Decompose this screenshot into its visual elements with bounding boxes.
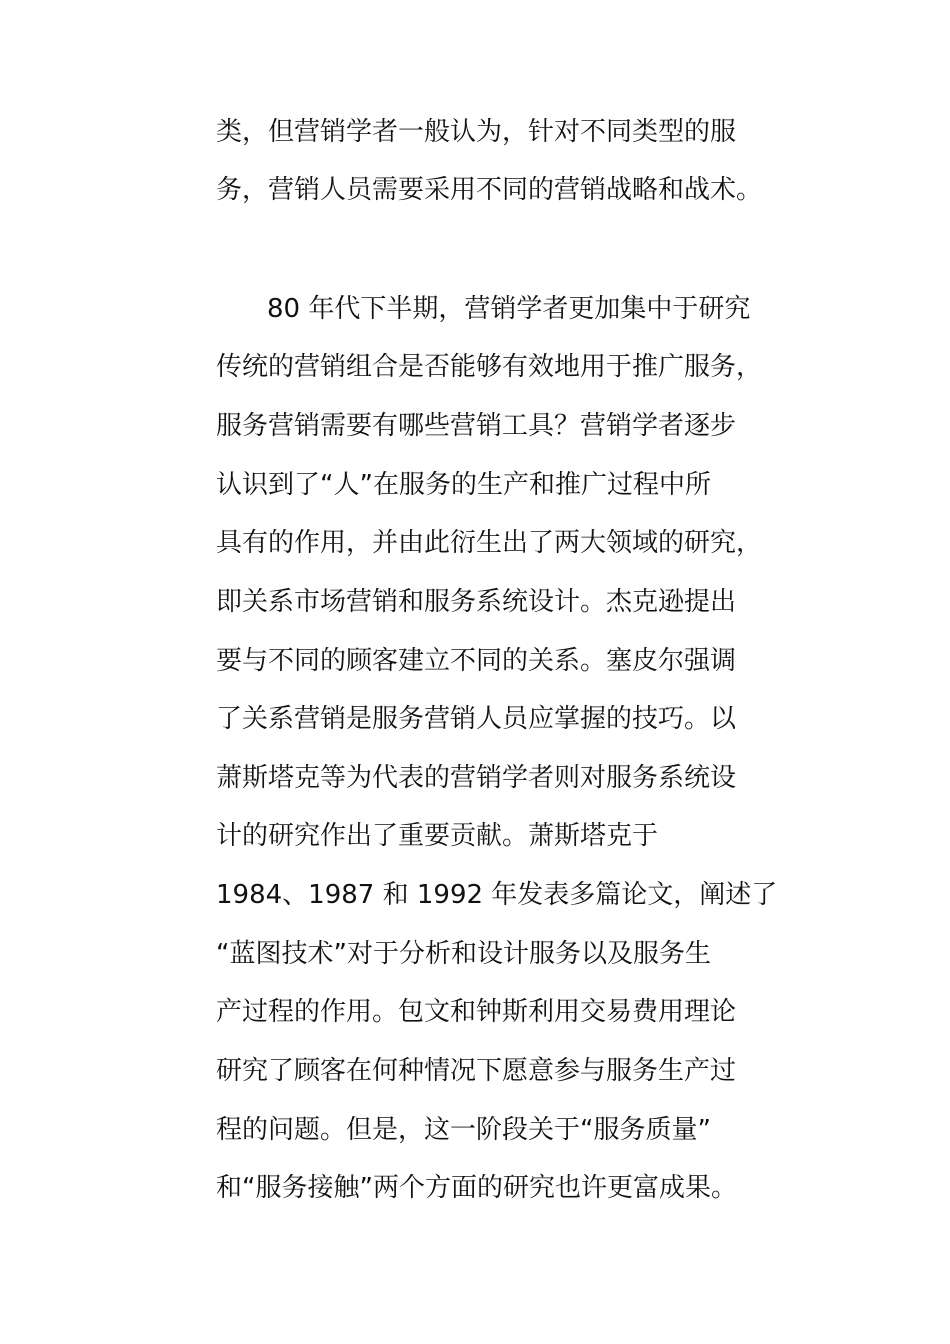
paragraph-2-line-16: 和“服务接触”两个方面的研究也许更富成果。	[216, 1173, 737, 1203]
paragraph-2-line-6: 即关系市场营销和服务系统设计。杰克逊提出	[216, 587, 737, 617]
paragraph-1-line-1: 类，但营销学者一般认为，针对不同类型的服	[216, 117, 737, 147]
paragraph-2-line-5: 具有的作用，并由此衍生出了两大领域的研究，	[216, 528, 763, 558]
paragraph-2-line-9: 萧斯塔克等为代表的营销学者则对服务系统设	[216, 763, 737, 793]
paragraph-2-line-11: 1984、1987 和 1992 年发表多篇论文，阐述了	[216, 880, 778, 910]
paragraph-2-line-12: “蓝图技术”对于分析和设计服务以及服务生	[216, 939, 711, 969]
paragraph-1-line-2: 务，营销人员需要采用不同的营销战略和战术。	[216, 175, 763, 205]
paragraph-2-line-4: 认识到了“人”在服务的生产和推广过程中所	[216, 470, 711, 500]
paragraph-2-line-1: 80 年代下半期，营销学者更加集中于研究	[267, 294, 751, 324]
paragraph-2-line-10: 计的研究作出了重要贡献。萧斯塔克于	[216, 821, 659, 851]
paragraph-2-line-13: 产过程的作用。包文和钟斯利用交易费用理论	[216, 997, 737, 1027]
paragraph-2-line-8: 了关系营销是服务营销人员应掌握的技巧。以	[216, 704, 737, 734]
paragraph-2-line-2: 传统的营销组合是否能够有效地用于推广服务，	[216, 352, 763, 382]
paragraph-2-line-3: 服务营销需要有哪些营销工具？营销学者逐步	[216, 411, 737, 441]
paragraph-2-line-15: 程的问题。但是，这一阶段关于“服务质量”	[216, 1115, 711, 1145]
paragraph-2-line-7: 要与不同的顾客建立不同的关系。塞皮尔强调	[216, 646, 737, 676]
paragraph-2-line-14: 研究了顾客在何种情况下愿意参与服务生产过	[216, 1056, 737, 1086]
